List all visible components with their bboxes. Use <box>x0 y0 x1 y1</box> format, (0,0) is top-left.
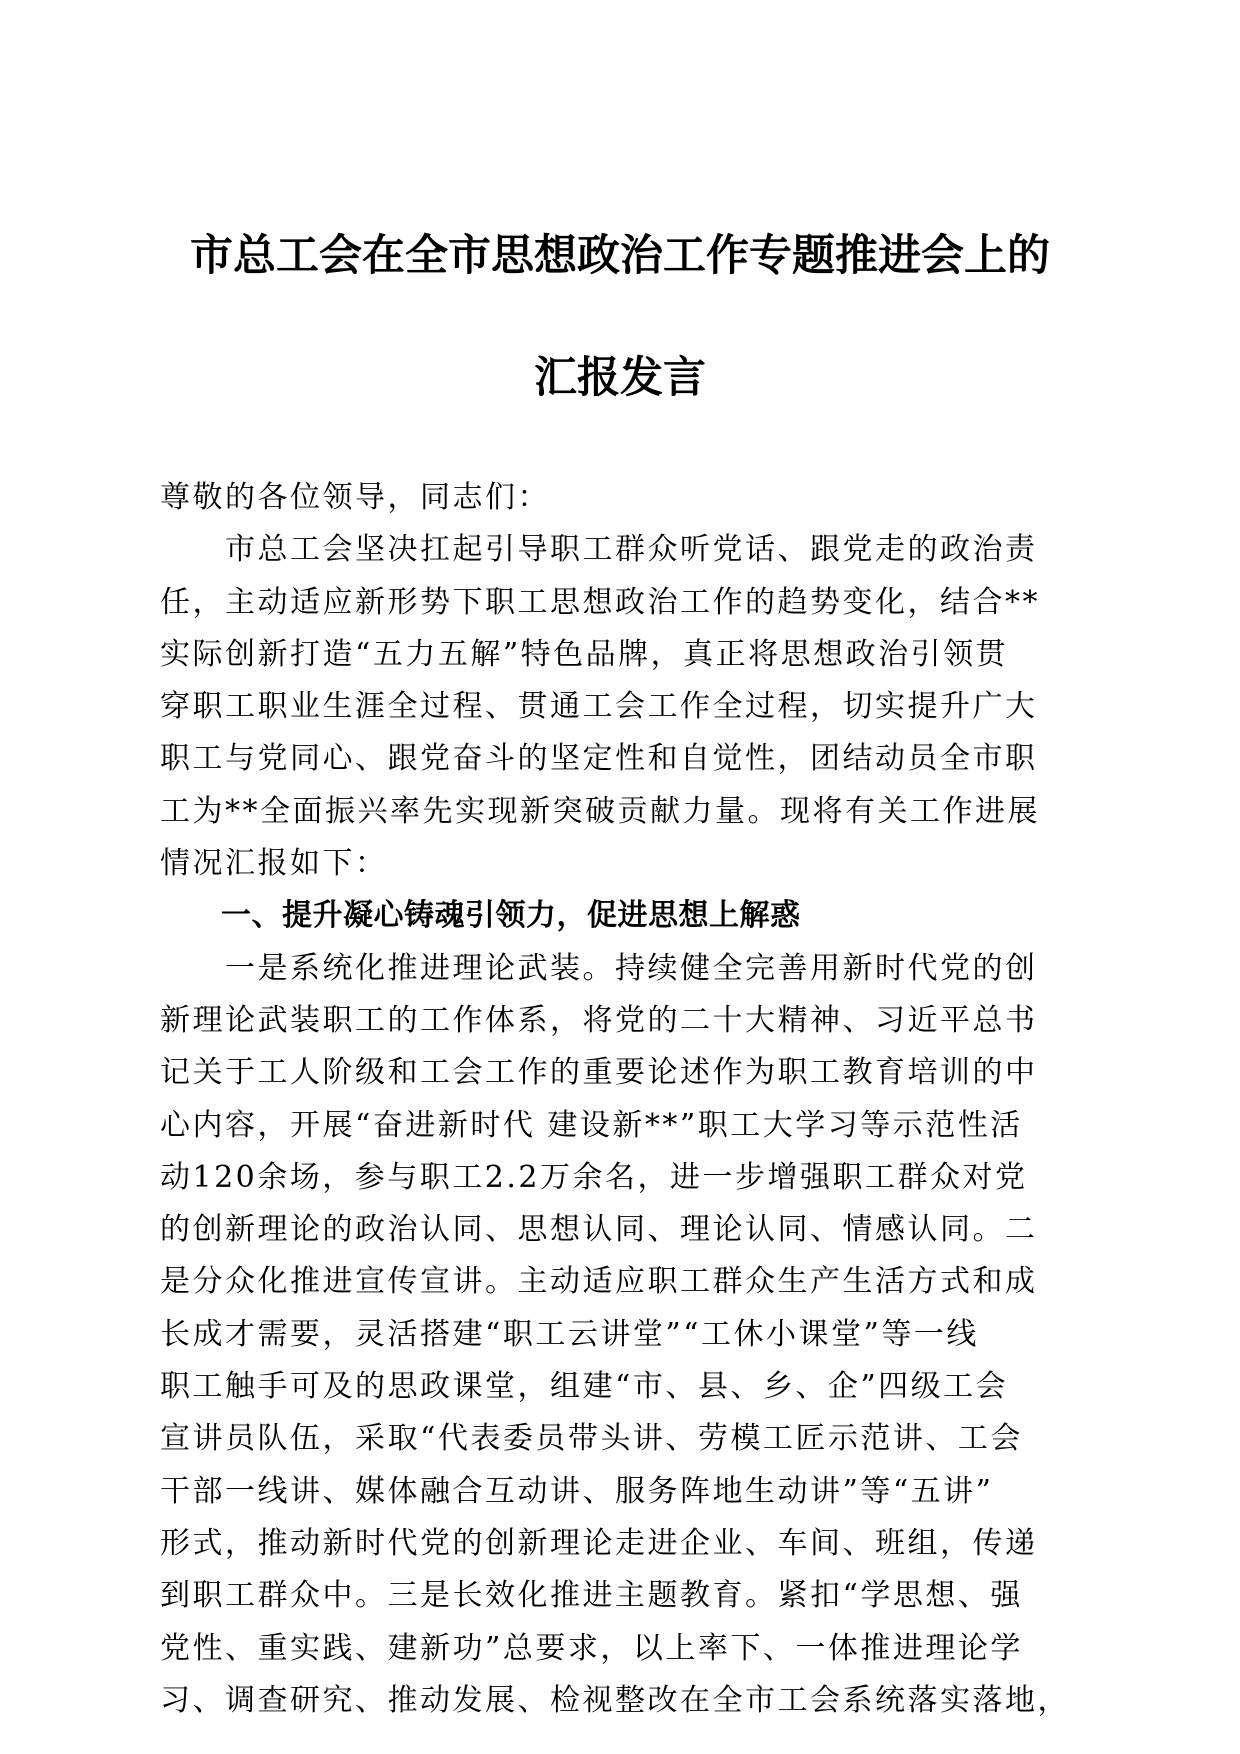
document-title-line-1: 市总工会在全市思想政治工作专题推进会上的 <box>190 231 1050 281</box>
section-heading: 一、提升凝心铸魂引领力，促进思想上解惑 <box>160 898 801 934</box>
document-body <box>160 472 1080 1727</box>
section-line: 到职工群众中。三是长效化推进主题教育。紧扣“学思想、强 <box>160 1578 1023 1614</box>
section-line: 宣讲员队伍，采取“代表委员带头讲、劳模工匠示范讲、工会 <box>160 1421 1023 1457</box>
intro-line: 职工与党同心、跟党奋斗的坚定性和自觉性，团结动员全市职 <box>160 741 1038 777</box>
section-line: 习、调查研究、推动发展、检视整改在全市工会系统落实落地， <box>160 1682 1070 1718</box>
intro-line: 实际创新打造“五力五解”特色品牌，真正将思想政治引领贯 <box>160 636 1009 672</box>
section-line: 干部一线讲、媒体融合互动讲、服务阵地生动讲”等“五讲” <box>160 1473 994 1509</box>
salutation: 尊敬的各位领导，同志们： <box>160 480 550 515</box>
intro-line: 穿职工职业生涯全过程、贯通工会工作全过程，切实提升广大 <box>160 689 1038 725</box>
section-line: 职工触手可及的思政课堂，组建“市、县、乡、企”四级工会 <box>160 1369 1009 1405</box>
intro-line: 市总工会坚决扛起引导职工群众听党话、跟党走的政治责 <box>160 532 1038 568</box>
section-line: 形式，推动新时代党的创新理论走进企业、车间、班组，传递 <box>160 1525 1038 1561</box>
intro-line: 情况汇报如下： <box>160 846 388 882</box>
section-line: 长成才需要，灵活搭建“职工云讲堂”“工休小课堂”等一线 <box>160 1316 979 1352</box>
section-line: 的创新理论的政治认同、思想认同、理论认同、情感认同。二 <box>160 1212 1038 1248</box>
intro-line: 工为**全面振兴率先实现新突破贡献力量。现将有关工作进展 <box>160 793 1040 829</box>
section-line: 一是系统化推进理论武装。持续健全完善用新时代党的创 <box>160 950 1038 986</box>
section-line: 是分众化推进宣传宣讲。主动适应职工群众生产生活方式和成 <box>160 1264 1038 1300</box>
section-line: 动120余场，参与职工2.2万余名，进一步增强职工群众对党 <box>160 1159 1028 1195</box>
section-line: 党性、重实践、建新功”总要求，以上率下、一体推进理论学 <box>160 1630 1023 1666</box>
document-title-line-2: 汇报发言 <box>534 353 706 403</box>
section-line: 新理论武装职工的工作体系，将党的二十大精神、习近平总书 <box>160 1002 1038 1038</box>
section-line: 心内容，开展“奋进新时代 建设新**”职工大学习等示范性活 <box>160 1107 1023 1143</box>
section-line: 记关于工人阶级和工会工作的重要论述作为职工教育培训的中 <box>160 1055 1038 1091</box>
intro-line: 任，主动适应新形势下职工思想政治工作的趋势变化，结合** <box>160 584 1040 620</box>
